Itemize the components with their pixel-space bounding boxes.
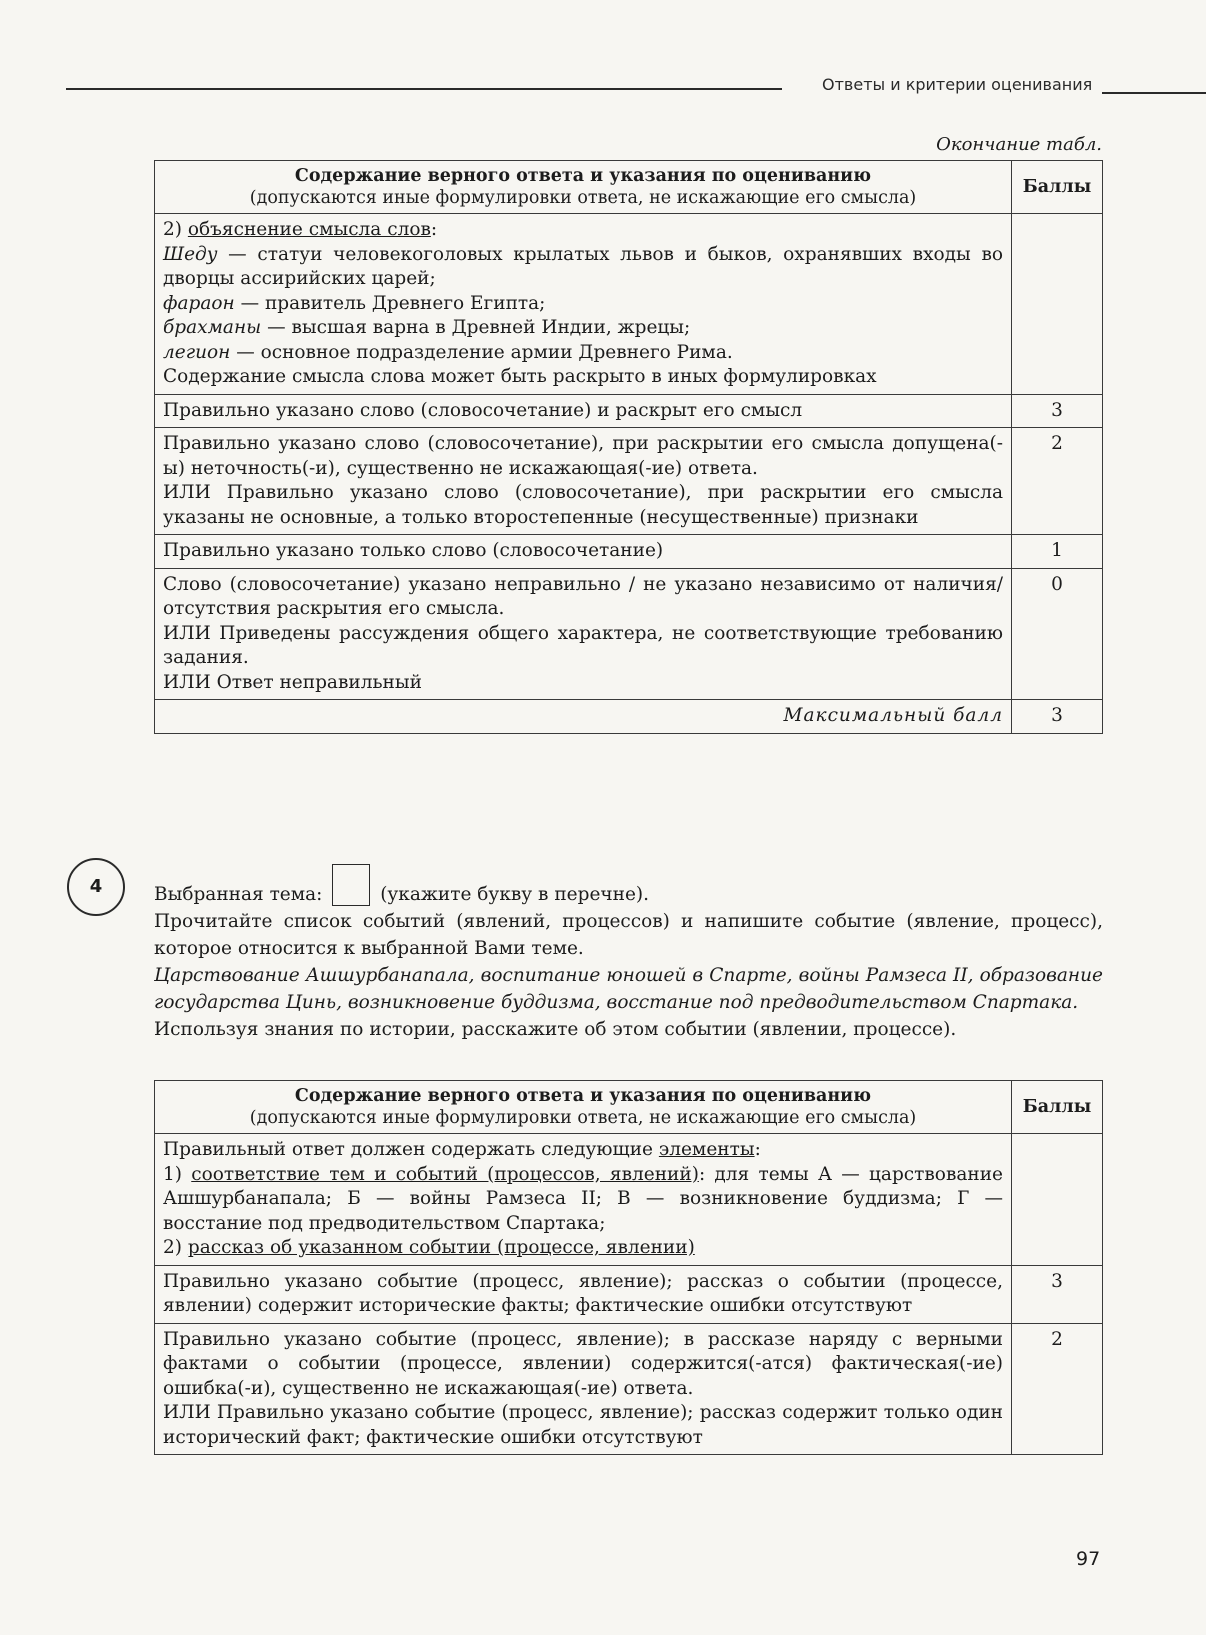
running-header: Ответы и критерии оценивания: [822, 75, 1093, 94]
continuation-note: Окончание табл.: [936, 134, 1102, 155]
task-number-badge: 4: [67, 858, 125, 916]
criterion-row: [155, 428, 1103, 535]
points-cell: 2: [1012, 428, 1103, 535]
points-cell: [1012, 1134, 1103, 1266]
topic-letter-box[interactable]: [332, 864, 370, 906]
term: брахманы: [163, 317, 262, 338]
term: легион: [163, 341, 231, 363]
criterion-row: [155, 1323, 1103, 1455]
points-cell: 1: [1012, 535, 1103, 569]
criterion-text: Правильно указано только слово (словосочетание): [155, 535, 1012, 569]
answer-row: [155, 214, 1103, 395]
table-header-row: [155, 161, 1103, 214]
max-score-value: 3: [1012, 700, 1103, 734]
criterion-text: Слово (словосочетание) указано неправильно / не указано независимо от наличия/отсутствия раскрытия его смысла. ИЛИ Приведены рассуждения общего характера, не соответствующие требованию задания. ИЛИ Ответ неправильный: [155, 568, 1012, 700]
content-header: Содержание верного ответа и указания по оцениванию (допускаются иные формулировки ответа, не искажающие его смысла): [155, 1081, 1012, 1134]
events-list: Царствование Ашшурбанапала, воспитание юношей в Спарте, войны Рамзеса II, образование государства Цинь, возникновение буддизма, восстание под предводительством Спартака.: [154, 965, 1103, 1013]
criterion-row: [155, 568, 1103, 700]
content-header: Содержание верного ответа и указания по оцениванию (допускаются иные формулировки ответа, не искажающие его смысла): [155, 161, 1012, 214]
task-instruction: Прочитайте список событий (явлений, процессов) и напишите событие (явление, процесс), которое относится к выбранной Вами теме.: [154, 911, 1103, 959]
table-header-row: [155, 1081, 1103, 1134]
criterion-row: [155, 535, 1103, 569]
max-score-label: Максимальный балл: [155, 700, 1012, 734]
points-cell: 0: [1012, 568, 1103, 700]
criteria-table-3: [154, 160, 1103, 734]
term: фараон: [163, 292, 235, 314]
topic-label: Выбранная тема:: [154, 884, 323, 905]
header-rule-right: [1102, 92, 1206, 94]
answer-note: Содержание смысла слова может быть раскрыто в иных формулировках: [163, 366, 877, 387]
points-cell: 3: [1012, 394, 1103, 428]
task-text: Используя знания по истории, расскажите об этом событии (явлении, процессе).: [154, 1019, 957, 1040]
topic-line: [154, 864, 1103, 908]
term: Шеду: [163, 243, 218, 265]
criterion-text: Правильно указано событие (процесс, явление); в рассказе наряду с верными фактами о событии (процессе, явлении) содержится(-атся) фактическая(-ие) ошибка(-и), существенно не искажающая(-ие) ответа. ИЛИ Правильно указано событие (процесс, явление); рассказ содержит только один исторический факт; фактические ошибки отсутствуют: [155, 1323, 1012, 1455]
answer-row: [155, 1134, 1103, 1266]
max-score-row: [155, 700, 1103, 734]
term-definition: — статуи человекоголовых крылатых львов и быков, охранявших входы во дворцы ассирийских царей;: [163, 243, 1003, 289]
points-cell: 2: [1012, 1323, 1103, 1455]
page-number: 97: [1076, 1548, 1101, 1570]
term-definition: — основное подразделение армии Древнего Рима.: [230, 341, 733, 363]
task-4: [154, 864, 1103, 1043]
criterion-row: [155, 394, 1103, 428]
topic-hint: (укажите букву в перечне).: [380, 884, 650, 905]
term-definition: — высшая варна в Древней Индии, жрецы;: [261, 317, 691, 338]
answer-cell: 2) объяснение смысла слов: Шеду — статуи человекоголовых крылатых львов и быков, охранявших входы во дворцы ассирийских царей; фараон — правитель Древнего Египта; брахманы — высшая варна в Древней Индии, жрецы; легион — основное подразделение армии Древнего Рима. Содержание смысла слова может быть раскрыто в иных формулировках: [155, 214, 1012, 395]
criterion-text: Правильно указано слово (словосочетание), при раскрытии его смысла допущена(-ы) неточность(-и), существенно не искажающая(-ие) ответа. ИЛИ Правильно указано слово (словосочетание), при раскрытии его смысла указаны не основные, а только второстепенные (несущественные) признаки: [155, 428, 1012, 535]
criterion-text: Правильно указано событие (процесс, явление); рассказ о событии (процессе, явлении) содержит исторические факты; фактические ошибки отсутствуют: [155, 1265, 1012, 1323]
header-rule-left: [66, 88, 782, 90]
points-header: Баллы: [1012, 161, 1103, 214]
points-cell: 3: [1012, 1265, 1103, 1323]
points-header: Баллы: [1012, 1081, 1103, 1134]
criterion-text: Правильно указано слово (словосочетание) и раскрыт его смысл: [155, 394, 1012, 428]
criteria-table-4: [154, 1080, 1103, 1455]
criterion-row: [155, 1265, 1103, 1323]
points-cell: [1012, 214, 1103, 395]
term-definition: — правитель Древнего Египта;: [234, 292, 546, 314]
answer-cell: Правильный ответ должен содержать следующие элементы: 1) соответствие тем и событий (процессов, явлений): для темы А — царствование Ашшурбанапала; Б — войны Рамзеса II; В — возникновение буддизма; Г — восстание под предводительством Спартака; 2) рассказ об указанном событии (процессе, явлении): [155, 1134, 1012, 1266]
